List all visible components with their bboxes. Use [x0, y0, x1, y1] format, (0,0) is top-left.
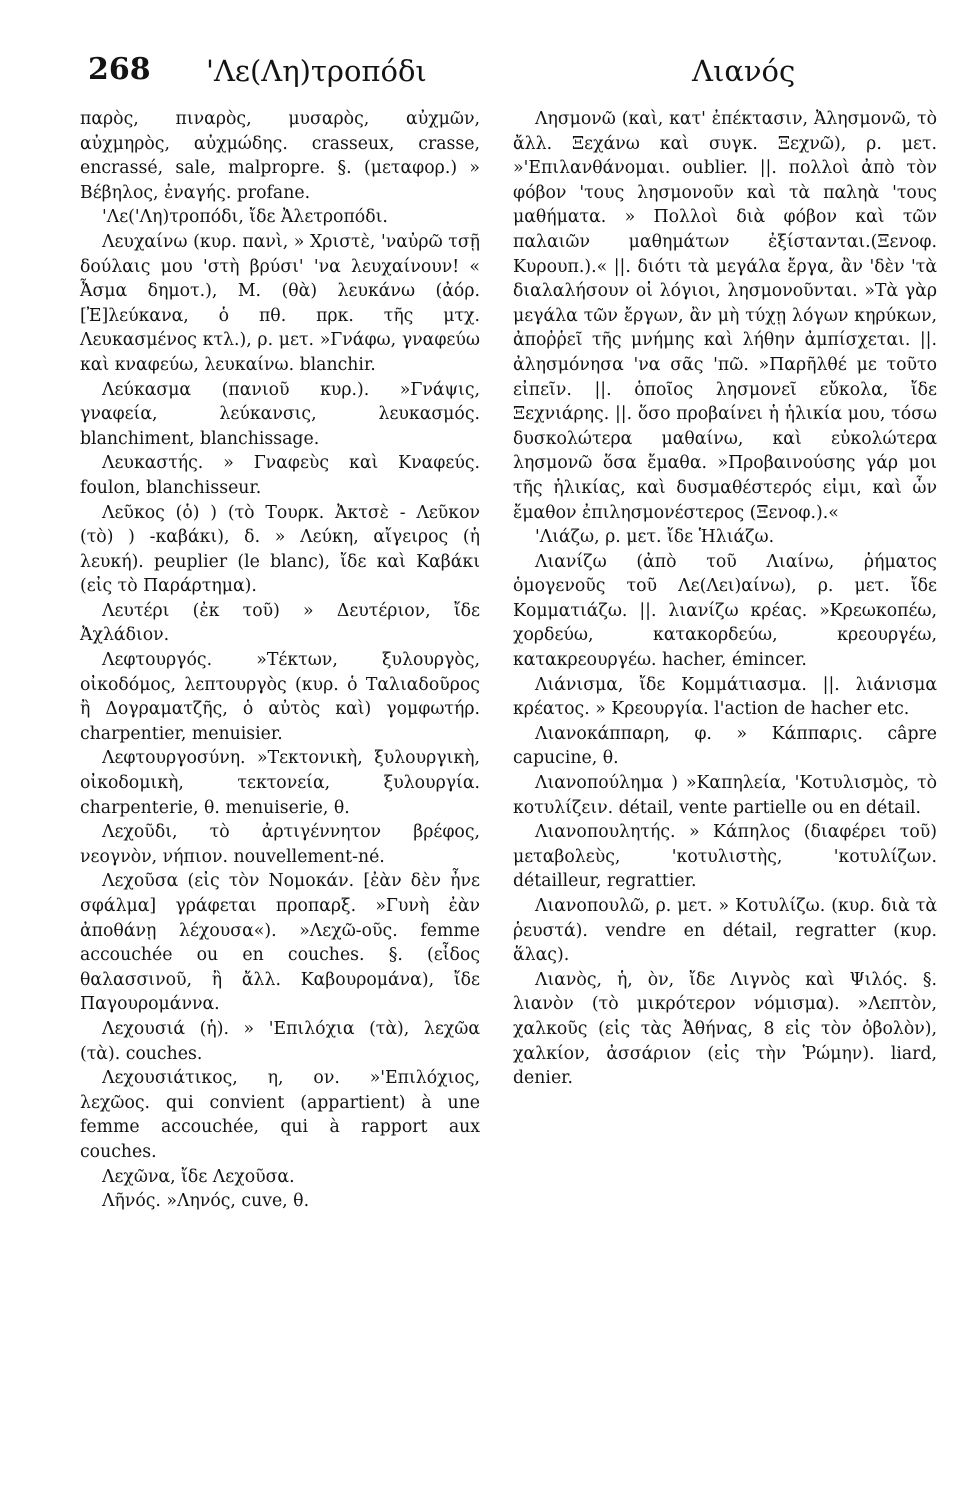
dictionary-entry: Λεῦκος (ὁ) ) (τὸ Τουρκ. Ἀκτσὲ - Λεῦκον (τὸ) ) -καβάκι), δ. » Λεύκη, αἴγειρος (ἡ λευκή). peuplier (le blanc), ἴδε καὶ Καβάκι (εἰς τὸ Παράρτημα).: [80, 502, 480, 597]
dictionary-entry: Λιανίζω (ἀπὸ τοῦ Λιαίνω, ῥήματος ὁμογενοῦς τοῦ Λε(Λει)αίνω), ρ. μετ. ἴδε Κομματιάζω. ||. λιανίζω κρέας. »Κρεωκοπέω, χορδεύω, κατακορδεύω, κρεουργέω, κατακρεουργέω. hacher, émincer.: [513, 551, 937, 671]
dictionary-entry: Λεχοῦδι, τὸ ἀρτιγέννητον βρέφος, νεογνὸν, νήπιον. nouvellement-né.: [80, 822, 480, 867]
dictionary-entry: Λεύκασμα (πανιοῦ κυρ.). »Γνάψις, γναφεία, λεύκανσις, λευκασμός. blanchiment, blanchissage.: [80, 379, 480, 449]
dictionary-entry: Λευχαίνω (κυρ. πανὶ, » Χριστὲ, 'ναὐρῶ τσῇ δούλαις μου 'στὴ βρύσι' 'να λευχαίνουν! « Ἆσμα δημοτ.), Μ. (θὰ) λευκάνω (ἀόρ. [Ἐ]λεύκανα, ὁ πθ. πρκ. τῆς μτχ. Λευκασμένος κτλ.), ρ. μετ. »Γνάφω, γναφεύω καὶ κναφεύω, λευκαίνω. blanchir.: [80, 231, 480, 375]
dictionary-entry: Λεχῶνα, ἴδε Λεχοῦσα.: [102, 1166, 295, 1187]
dictionary-entry: Λεχουσιάτικος, η, ον. »'Επιλόχιος, λεχῶος. qui convient (appartient) à une femme accouchée, qui à rapport aux couches.: [80, 1068, 480, 1162]
dictionary-entry: Λιανὸς, ἡ, ὸν, ἴδε Λιγνὸς καὶ Ψιλός. §. λιανὸν (τὸ μικρότερον νόμισμα). »Λεπτὸν, χαλκοῦς (εἰς τὰς Ἀθήνας, 8 εἰς τὸν ὀβολὸν), χαλκίον, ἀσσάριον (εἰς τὴν Ῥώμην). liard, denier.: [513, 969, 937, 1089]
dictionary-entry: Λεχουσιά (ἡ). » 'Επιλόχια (τὰ), λεχῶα (τὰ). couches.: [80, 1018, 480, 1064]
dictionary-entry: Λιανοκάππαρη, φ. » Κάππαρις. câpre capucine, θ.: [513, 723, 937, 769]
dictionary-entry: Λευκαστής. » Γναφεὺς καὶ Κναφεύς. foulon, blanchisseur.: [80, 453, 480, 498]
page-number: 268: [88, 52, 151, 87]
dictionary-entry: Λεφτουργός. »Τέκτων, ξυλουργὸς, οἰκοδόμος, λεπτουργὸς (κυρ. ὁ Ταλιαδοῦρος ἢ Δογραματζῆς, ὁ αὐτὸς καὶ) γομφωτήρ. charpentier, menuisier.: [80, 650, 480, 744]
dictionary-entry: Λιάνισμα, ἴδε Κομμάτιασμα. ||. λιάνισμα κρέατος. » Κρεουργία. l'action de hacher etc.: [513, 674, 937, 720]
running-head-left: 'Λε(Λη)τροπόδι: [206, 54, 427, 88]
dictionary-entry: Λιανοπουλητής. » Κάπηλος (διαφέρει τοῦ) μεταβολεὺς, 'κοτυλιστὴς, 'κοτυλίζων. détailleur, regrattier.: [513, 822, 937, 892]
dictionary-entry: Λῆνός. »Ληνός, cuve, θ.: [102, 1191, 310, 1212]
dictionary-entry: Λησμονῶ (καὶ, κατ' ἐπέκτασιν, Ἀλησμονῶ, τὸ ἄλλ. Ξεχάνω καὶ συγκ. Ξεχνῶ), ρ. μετ. »'Επιλανθάνομαι. oublier. ||. πολλοὶ ἀπὸ τὸν φόβον 'τους λησμονοῦν καὶ τὰ παληὰ 'τους μαθήματα. » Πολλοὶ διὰ φόβον καὶ τῶν παλαιῶν μαθημάτων ἐξίστανται.(Ξενοφ. Κυρουπ.).« ||. διότι τὰ μεγάλα ἔργα, ἂν 'δὲν 'τὰ διαλαλήσουν οἱ λόγιοι, λησμονοῦνται. »Τὰ γὰρ μεγάλα τῶν ἔργων, ἂν μὴ τύχῃ λόγων κηρύκων, ἀποῤῥεῖ τῆς μνήμης καὶ λήθην ἀμπίσχεται. ||. ἀλησμόνησα 'να σᾶς 'πῶ. »Παρῆλθέ με τοῦτο εἰπεῖν. ||. ὁποῖος λησμονεῖ εὔκολα, ἴδε Ξεχνιάρης. ||. ὅσο προβαίνει ἡ ἡλικία μου, τόσω δυσκολώτερα μαθαίνω, καὶ εὐκολώτερα λησμονῶ ὅσα ἔμαθα. »Προβαινούσης γάρ μοι τῆς ἡλικίας, καὶ δυσμαθέστερός εἰμι, καὶ ὧν ἔμαθον ἐπιλησμονέστερος (Ξενοφ.).«: [513, 109, 937, 523]
right-column: [513, 107, 937, 1091]
page-header: [0, 52, 970, 98]
dictionary-entry: Λεχοῦσα (εἰς τὸν Νομοκάν. [ἐὰν δὲν ἦνε σφάλμα] γράφεται προπαρξ. »Γυνὴ ἐὰν ἀποθάνῃ λέχουσα«). »Λεχῶ-οῦς. femme accouchée ou en couches. §. (εἶδος θαλασσινοῦ, ἢ ἄλλ. Καβουρομάνα), ἴδε Παγουρομάννα.: [80, 871, 480, 1015]
dictionary-entry: Λιανοπουλῶ, ρ. μετ. » Κοτυλίζω. (κυρ. διὰ τὰ ῥευστά). vendre en détail, regratter (κυρ. ἅλας).: [513, 896, 937, 966]
left-column: [80, 107, 480, 1214]
dictionary-entry: 'Λιάζω, ρ. μετ. ἴδε Ἡλιάζω.: [535, 527, 775, 548]
dictionary-entry: Λευτέρι (ἐκ τοῦ) » Δευτέριον, ἴδε Ἀχλάδιον.: [80, 600, 480, 646]
dictionary-entry: 'Λε('Λη)τροπόδι, ἴδε Ἀλετροπόδι.: [102, 207, 388, 228]
running-head-right: Λιανός: [692, 54, 796, 88]
dictionary-entry: Λεφτουργοσύνη. »Τεκτονικὴ, ξυλουργικὴ, οἰκοδομικὴ, τεκτονεία, ξυλουργία. charpenterie, θ. menuiserie, θ.: [80, 748, 480, 818]
dictionary-entry: Λιανοπούλημα ) »Καπηλεία, 'Κοτυλισμὸς, τὸ κοτυλίζειν. détail, vente partielle ou en détail.: [513, 773, 937, 818]
entry-continuation: παρὸς, πιναρὸς, μυσαρὸς, αὐχμῶν, αὐχμηρὸς, αὐχμώδης. crasseux, crasse, encrassé, sale, malpropre. §. (μεταφορ.) » Βέβηλος, ἐναγής. profane.: [80, 109, 480, 203]
